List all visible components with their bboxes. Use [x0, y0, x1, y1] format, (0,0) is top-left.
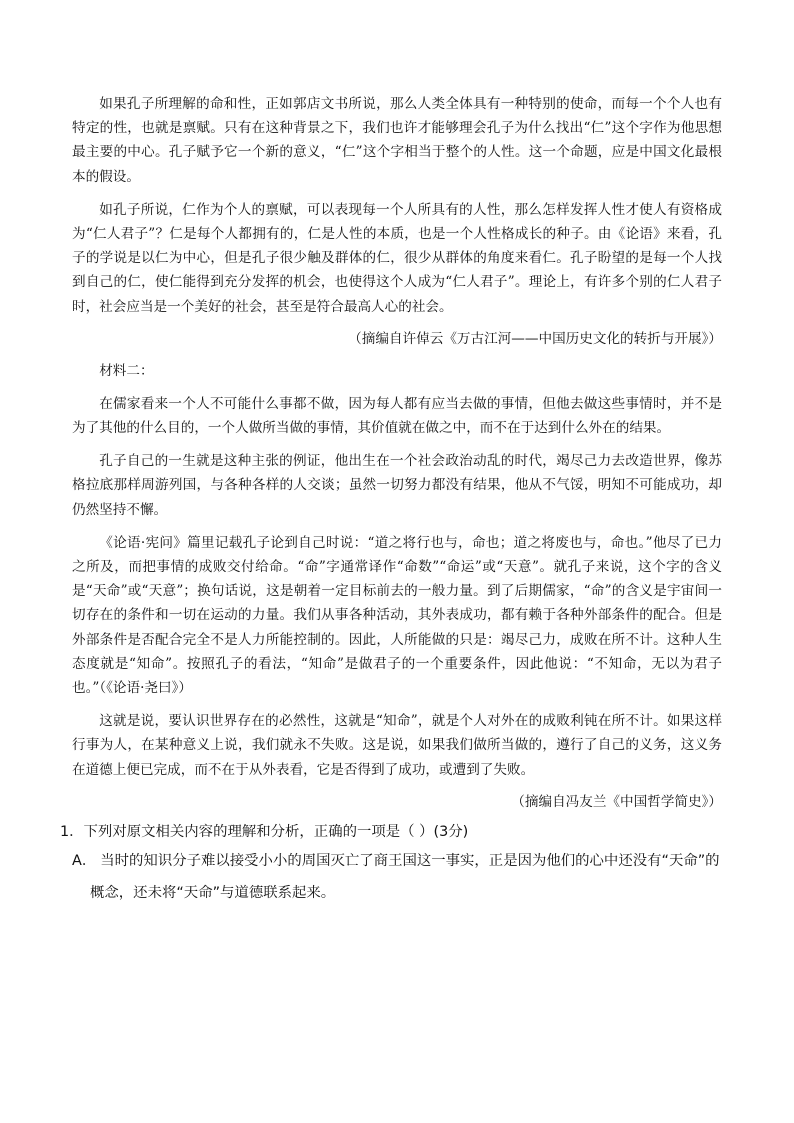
- passage-paragraph: 这就是说，要认识世界存在的必然性，这就是“知命”，就是个人对外在的成败利钝在所不计。如果这样行事为人，在某种意义上说，我们就永不失败。这是说，如果我们做所当做的，遵行了自己的义务，这义务在道德上便已完成，而不在于从外表看，它是否得到了成功，或遭到了失败。: [72, 713, 722, 778]
- passage-paragraph: 如孔子所说，仁作为个人的禀赋，可以表现每一个人所具有的人性，那么怎样发挥人性才使人有资格成为“仁人君子”？仁是每个人都拥有的，仁是人性的本质，也是一个人性格成长的种子。由《论语》来看，孔子的学说是以仁为中心，但是孔子很少触及群体的仁，很少从群体的角度来看仁。孔子盼望的是每一个人找到自己的仁，使仁能得到充分发挥的机会，也使得这个人成为“仁人君子”。理论上，有许多个别的仁人君子时，社会应当是一个美好的社会，甚至是符合最高人心的社会。: [72, 201, 722, 315]
- material-label: 材料二：: [99, 362, 154, 379]
- answer-option-a: [72, 845, 722, 909]
- option-letter: A．: [72, 852, 97, 869]
- source-citation: （摘编自许倬云《万古江河——中国历史文化的转折与开展》）: [348, 330, 722, 347]
- passage-paragraph: 在儒家看来一个人不可能什么事都不做，因为每人都有应当去做的事情，但他去做这些事情时，并不是为了其他的什么目的，一个人做所当做的事情，其价值就在做之中，而不在于达到什么外在的结果。: [72, 395, 722, 437]
- option-text: 当时的知识分子难以接受小小的周国灭亡了商王国这一事实，正是因为他们的心中还没有“天命”的概念，还未将“天命”与道德联系起来。: [90, 852, 720, 901]
- passage-paragraph: 《论语·宪问》篇里记载孔子论到自己时说：“道之将行也与，命也；道之将废也与，命也。”他尽了已力之所及，而把事情的成败交付给命。“命”字通常译作“命数”“命运”或“天意”。就孔子来说，这个字的含义是“天命”或“天意”；换句话说，这是朝着一定目标前去的一般力量。到了后期儒家，“命”的含义是宇宙间一切存在的条件和一切在运动的力量。我们从事各种活动，其外表成功，都有赖于各种外部条件的配合。但是外部条件是否配合完全不是人力所能控制的。因此，人所能做的只是：竭尽己力，成败在所不计。这种人生态度就是“知命”。按照孔子的看法，“知命”是做君子的一个重要条件，因此他说：“不知命，无以为君子也。”（《论语·尧曰》）: [72, 534, 722, 697]
- passage-paragraph: 孔子自己的一生就是这种主张的例证，他出生在一个社会政治动乱的时代，竭尽己力去改造世界，像苏格拉底那样周游列国，与各种各样的人交谈；虽然一切努力都没有结果，他从不气馁，明知不可能成功，却仍然坚持不懈。: [72, 453, 722, 518]
- passage-paragraph: 如果孔子所理解的命和性，正如郭店文书所说，那么人类全体具有一种特别的使命，而每一个个人也有特定的性，也就是禀赋。只有在这种背景之下，我们也许才能够理会孔子为什么找出“仁”这个字作为他思想最主要的中心。孔子赋予它一个新的意义，“仁”这个字相当于整个的人性。这一个命题，应是中国文化最根本的假设。: [72, 96, 722, 185]
- question-stem: 1．下列对原文相关内容的理解和分析，正确的一项是（ ）(3分): [60, 823, 469, 840]
- source-citation: （摘编自冯友兰《中国哲学简史》）: [511, 793, 722, 810]
- passage-body: [60, 92, 722, 909]
